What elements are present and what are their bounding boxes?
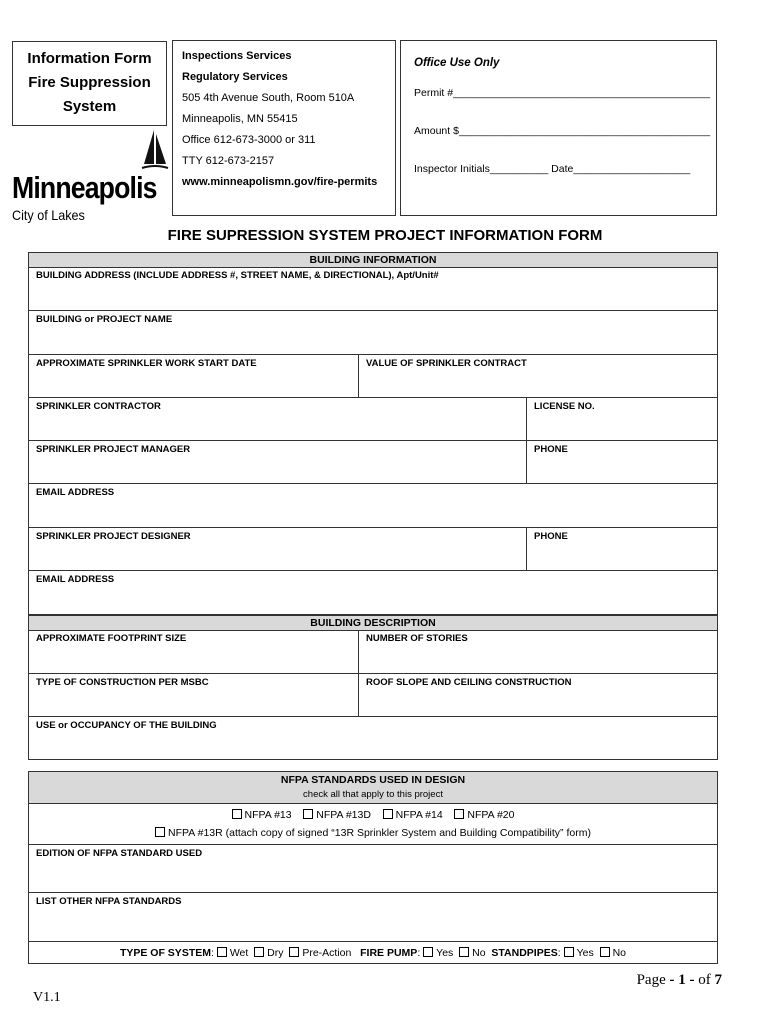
- dry-checkbox-icon[interactable]: [254, 947, 264, 957]
- nfpa13r-option[interactable]: NFPA #13R (attach copy of signed “13R Sprinkler System and Building Compatibility” form): [155, 827, 591, 839]
- contract-value-field[interactable]: VALUE OF SPRINKLER CONTRACT: [358, 355, 718, 398]
- system-type-row: TYPE OF SYSTEM: Wet Dry Pre-Action FIRE PUMP: Yes No STANDPIPES: Yes No: [28, 942, 718, 964]
- pm-email-field[interactable]: EMAIL ADDRESS: [28, 484, 718, 528]
- contact-division: Regulatory Services: [182, 71, 288, 83]
- start-date-field[interactable]: APPROXIMATE SPRINKLER WORK START DATE: [28, 355, 359, 398]
- sp-yes-option: Yes: [576, 947, 594, 959]
- inspector-date-field[interactable]: Inspector Initials__________ Date____________________: [414, 163, 691, 175]
- pump-no-checkbox-icon[interactable]: [459, 947, 469, 957]
- other-standards-field[interactable]: LIST OTHER NFPA STANDARDS: [28, 893, 718, 942]
- pump-no-option: No: [472, 947, 486, 959]
- sp-yes-checkbox-icon[interactable]: [564, 947, 574, 957]
- logo-tagline: City of Lakes: [12, 207, 85, 223]
- building-info-header: BUILDING INFORMATION: [28, 252, 718, 268]
- project-name-field[interactable]: BUILDING or PROJECT NAME: [28, 311, 718, 355]
- info-form-line3: System: [62, 98, 117, 115]
- pump-yes-option: Yes: [436, 947, 454, 959]
- preaction-option: Pre-Action: [302, 947, 352, 959]
- dry-option: Dry: [267, 947, 284, 959]
- contact-dept: Inspections Services: [182, 50, 292, 62]
- version-label: V1.1: [33, 990, 61, 1005]
- page-number: Page - 1 - of 7: [636, 972, 722, 988]
- checkbox-icon[interactable]: [155, 827, 165, 837]
- wet-option: Wet: [229, 947, 249, 959]
- nfpa14-option[interactable]: NFPA #14: [383, 809, 443, 821]
- contractor-field[interactable]: SPRINKLER CONTRACTOR: [28, 398, 527, 441]
- nfpa-header-subtitle: check all that apply to this project: [303, 789, 443, 800]
- permit-field[interactable]: Permit #____________________________________________: [414, 87, 711, 99]
- info-form-line1: Information Form: [27, 50, 152, 67]
- contact-website-link[interactable]: www.minneapolismn.gov/fire-permits: [182, 176, 378, 188]
- occupancy-field[interactable]: USE or OCCUPANCY OF THE BUILDING: [28, 717, 718, 760]
- logo-wordmark: Minneapolis: [12, 170, 157, 205]
- nfpa-options-group: [28, 804, 718, 845]
- contact-tty: TTY 612-673-2157: [182, 155, 275, 167]
- sp-no-option: No: [612, 947, 627, 959]
- preaction-checkbox-icon[interactable]: [289, 947, 299, 957]
- office-use-title: Office Use Only: [414, 57, 500, 69]
- construction-type-field[interactable]: TYPE OF CONSTRUCTION PER MSBC: [28, 674, 359, 717]
- contact-phone: Office 612-673-3000 or 311: [182, 134, 316, 146]
- designer-email-field[interactable]: EMAIL ADDRESS: [28, 571, 718, 615]
- designer-field[interactable]: SPRINKLER PROJECT DESIGNER: [28, 528, 527, 571]
- amount-field[interactable]: Amount $___________________________________________: [414, 125, 711, 137]
- nfpa13d-option[interactable]: NFPA #13D: [303, 809, 371, 821]
- stories-field[interactable]: NUMBER OF STORIES: [358, 630, 718, 674]
- nfpa13-option[interactable]: NFPA #13: [232, 809, 292, 821]
- wet-checkbox-icon[interactable]: [217, 947, 227, 957]
- pm-phone-field[interactable]: PHONE: [526, 441, 718, 484]
- system-type-label: TYPE OF SYSTEM: [119, 947, 211, 959]
- form-title: FIRE SUPRESSION SYSTEM PROJECT INFORMATION FORM: [167, 227, 603, 244]
- checkbox-icon[interactable]: [232, 809, 242, 819]
- office-use-box: [400, 40, 717, 216]
- standpipes-label: STANDPIPES: [491, 947, 558, 959]
- nfpa-header: [28, 771, 718, 804]
- nfpa20-option[interactable]: NFPA #20: [454, 809, 514, 821]
- info-form-line2: Fire Suppression: [28, 74, 151, 91]
- checkbox-icon[interactable]: [303, 809, 313, 819]
- footprint-field[interactable]: APPROXIMATE FOOTPRINT SIZE: [28, 630, 359, 674]
- minneapolis-logo: [12, 128, 172, 228]
- designer-phone-field[interactable]: PHONE: [526, 528, 718, 571]
- contact-info-box: [172, 40, 396, 216]
- roof-slope-field[interactable]: ROOF SLOPE AND CEILING CONSTRUCTION: [358, 674, 718, 717]
- building-address-field[interactable]: BUILDING ADDRESS (INCLUDE ADDRESS #, STREET NAME, & DIRECTIONAL), Apt/Unit#: [28, 267, 718, 311]
- checkbox-icon[interactable]: [454, 809, 464, 819]
- project-manager-field[interactable]: SPRINKLER PROJECT MANAGER: [28, 441, 527, 484]
- checkbox-icon[interactable]: [383, 809, 393, 819]
- contact-city: Minneapolis, MN 55415: [182, 113, 298, 125]
- info-form-title-box: [12, 41, 167, 126]
- sailboat-icon: [140, 128, 170, 172]
- pump-yes-checkbox-icon[interactable]: [423, 947, 433, 957]
- license-field[interactable]: LICENSE NO.: [526, 398, 718, 441]
- nfpa-edition-field[interactable]: EDITION OF NFPA STANDARD USED: [28, 845, 718, 893]
- fire-pump-label: FIRE PUMP: [360, 947, 418, 959]
- building-desc-header: BUILDING DESCRIPTION: [28, 615, 718, 631]
- sp-no-checkbox-icon[interactable]: [600, 947, 610, 957]
- nfpa-header-title: NFPA STANDARDS USED IN DESIGN: [280, 774, 466, 786]
- contact-address: 505 4th Avenue South, Room 510A: [182, 92, 355, 104]
